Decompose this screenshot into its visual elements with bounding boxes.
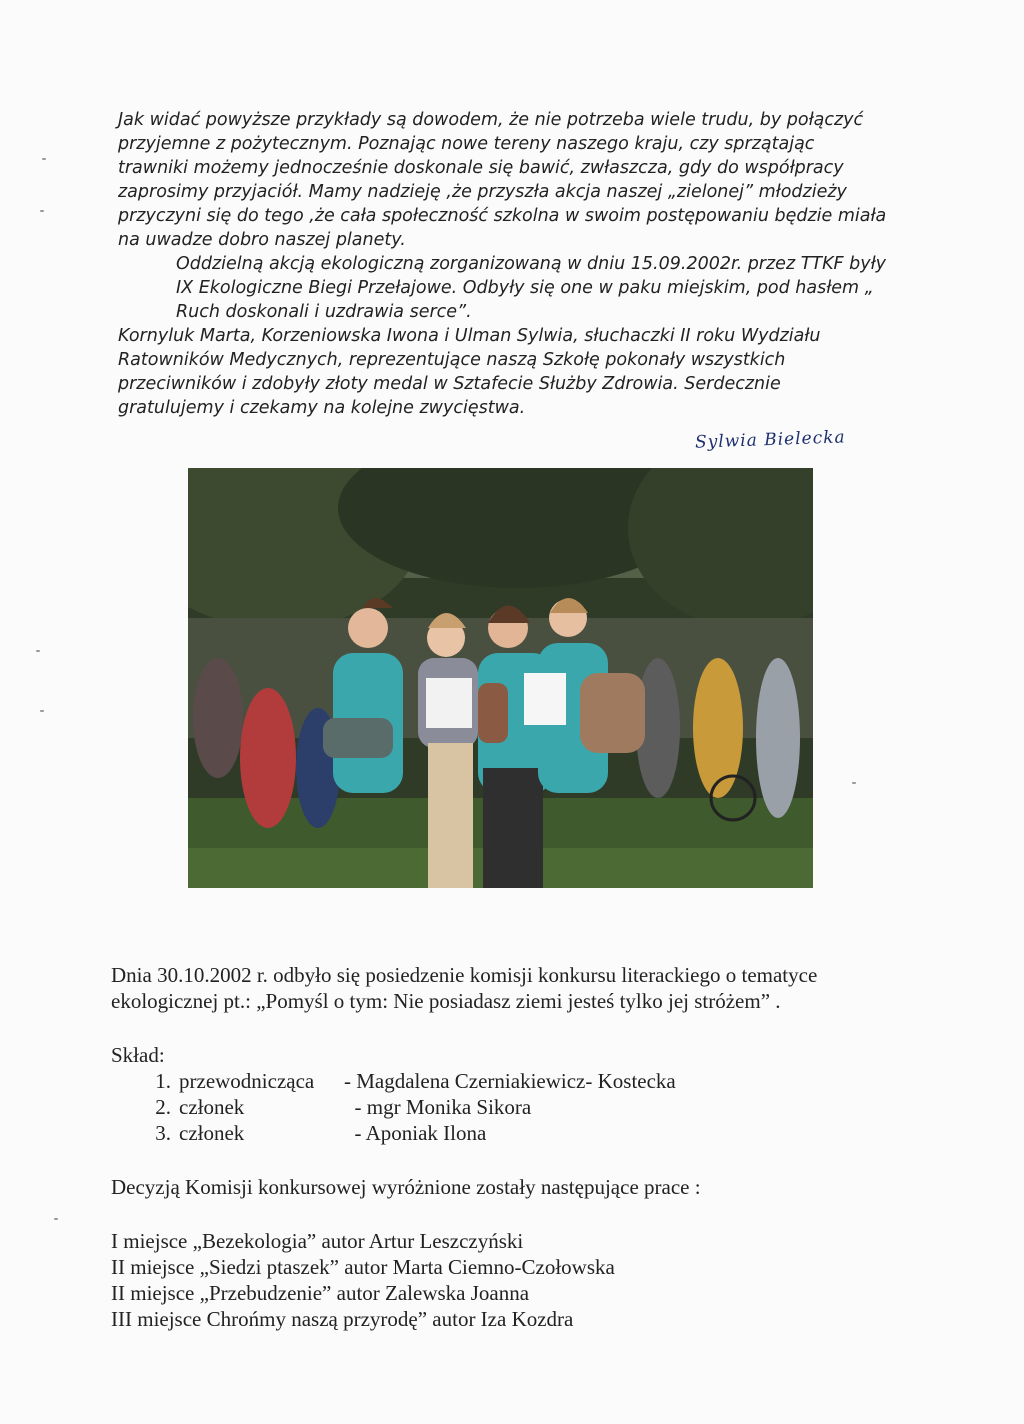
paragraph-medal-winners: Kornyluk Marta, Korzeniowska Iwona i Ulman Sylwia, słuchaczki II roku Wydziału Ratowników Medycznych, reprezentujące naszą Szkołę pokonały wszystkich przeciwników i zdobyły złoty medal w Sztafecie Służby Zdrowia. Serdecznie gratulujemy i czekamy na kolejne zwycięstwa. — [118, 326, 821, 418]
committee-member — [111, 1068, 891, 1094]
member-name: - mgr Monika Sikora — [344, 1095, 532, 1119]
prize-entry: II miejsce „Przebudzenie” autor Zalewska Joanna — [111, 1281, 530, 1305]
member-number: 2. — [155, 1095, 171, 1119]
member-name: - Aponiak Ilona — [344, 1121, 487, 1145]
member-number: 3. — [155, 1121, 171, 1145]
committee-section — [111, 962, 891, 1332]
scan-speck — [852, 782, 856, 784]
member-role: członek — [179, 1121, 245, 1145]
member-number: 1. — [155, 1069, 171, 1093]
scan-speck — [54, 1218, 58, 1220]
committee-member — [111, 1120, 891, 1146]
committee-decision: Decyzją Komisji konkursowej wyróżnione zostały następujące prace : — [111, 1175, 701, 1199]
paragraph-conclusion: Jak widać powyższe przykłady są dowodem, że nie potrzeba wiele trudu, by połączyć przyjemne z pożytecznym. Poznając nowe tereny naszego kraju, czy sprzątając trawniki możemy jednocześnie doskonale się bawić, zwłaszcza, gdy do współpracy zaprosimy przyjaciół. Mamy nadzieję ,że przyszła akcja naszej „zielonej” młodzieży przyczyni się do tego ,że cała społeczność szkolna w swoim postępowaniu będzie miała na uwadze dobro naszej planety. — [118, 110, 887, 250]
committee-intro: Dnia 30.10.2002 r. odbyło się posiedzenie komisji konkursu literackiego o tematyce ekologicznej pt.: „Pomyśl o tym: Nie posiadasz ziemi jesteś tylko jej stróżem” . — [111, 963, 818, 1013]
committee-members-list — [111, 1068, 891, 1146]
handwritten-signature: Sylwia Bielecka — [694, 427, 846, 453]
member-role: członek — [179, 1095, 245, 1119]
member-name: - Magdalena Czerniakiewicz- Kostecka — [344, 1069, 676, 1093]
group-photo-illustration — [188, 468, 813, 888]
scan-speck — [42, 158, 46, 160]
member-role: przewodnicząca — [179, 1069, 315, 1093]
paragraph-cross-country-run: Oddzielną akcją ekologiczną zorganizowaną w dniu 15.09.2002r. przez TTKF były IX Ekologiczne Biegi Przełajowe. Odbyły się one w paku miejskim, pod hasłem „ Ruch doskonali i uzdrawia serce”. — [176, 254, 887, 322]
committee-member — [111, 1094, 891, 1120]
italic-text-block — [118, 108, 888, 420]
scan-speck — [40, 710, 44, 712]
prize-entry: III miejsce Chrońmy naszą przyrodę” autor Iza Kozdra — [111, 1307, 574, 1331]
group-photo — [188, 468, 813, 888]
committee-composition-title: Skład: — [111, 1043, 165, 1067]
scan-speck — [36, 650, 40, 652]
scan-speck — [40, 210, 44, 212]
prize-entry: II miejsce „Siedzi ptaszek” autor Marta Ciemno-Czołowska — [111, 1255, 615, 1279]
prize-entry: I miejsce „Bezekologia” autor Artur Leszczyński — [111, 1229, 524, 1253]
